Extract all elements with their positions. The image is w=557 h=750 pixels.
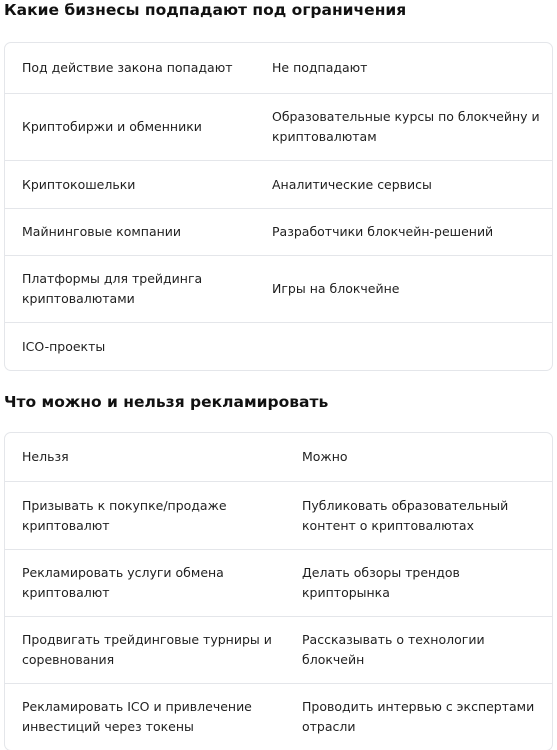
table-header-cell: Не подпадают (272, 60, 368, 75)
table-row (5, 160, 552, 208)
table-header-cell: Под действие закона попадают (22, 60, 233, 75)
table-cell: Рекламировать ICO и привлечение инвестиций через токены (22, 699, 252, 734)
section-title-advertising: Что можно и нельзя рекламировать (4, 393, 329, 411)
table-cell: Разработчики блокчейн-решений (272, 224, 494, 239)
table-row (5, 255, 552, 322)
table-cell: Рекламировать услуги обмена криптовалют (22, 565, 224, 600)
table-row (5, 93, 552, 160)
table-cell: Публиковать образовательный контент о криптовалютах (302, 497, 509, 533)
table-row (5, 481, 552, 549)
table-header-cell: Можно (302, 449, 348, 464)
table-header-row (5, 43, 552, 93)
table-row (5, 616, 552, 683)
table-row (5, 683, 552, 750)
advertising-table (4, 432, 553, 750)
table-row (5, 208, 552, 255)
table-header-cell: Нельзя (22, 449, 69, 464)
table-cell: Платформы для трейдинга криптовалютами (22, 271, 203, 306)
table-cell: Проводить интервью с экспертами отрасли (302, 699, 535, 734)
section-title-restrictions: Какие бизнесы подпадают под ограничения (4, 1, 407, 19)
table-cell: Криптобиржи и обменники (22, 119, 202, 134)
table-cell: Майнинговые компании (22, 224, 182, 239)
table-row (5, 322, 552, 370)
table-cell: Призывать к покупке/продаже криптовалют (22, 497, 227, 533)
table-cell: Криптокошельки (22, 176, 136, 192)
table-cell: Образовательные курсы по блокчейну и криптовалютам (272, 109, 540, 144)
restrictions-table (4, 42, 553, 371)
table-cell: Аналитические сервисы (272, 176, 432, 192)
table-row (5, 549, 552, 616)
table-cell: ICO-проекты (22, 338, 106, 354)
table-header-row (5, 433, 552, 481)
table-cell: Рассказывать о технологии блокчейн (302, 632, 485, 667)
table-cell: Делать обзоры трендов крипторынка (302, 565, 460, 600)
table-cell: Продвигать трейдинговые турниры и соревнования (22, 632, 272, 667)
table-cell: Игры на блокчейне (272, 281, 400, 296)
